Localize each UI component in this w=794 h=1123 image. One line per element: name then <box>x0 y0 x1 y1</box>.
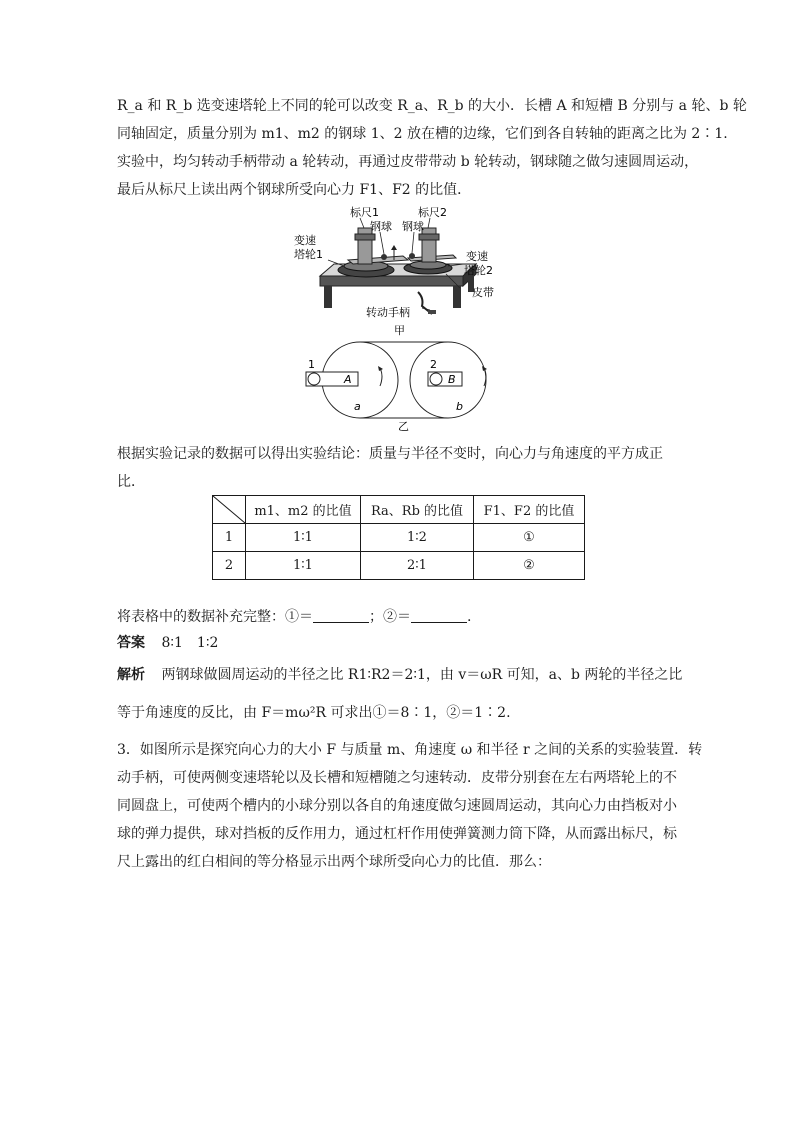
blank-1 <box>313 610 369 623</box>
fill-prompt-prefix: 将表格中的数据补充完整：①＝ <box>117 609 313 625</box>
diagonal-line <box>213 496 245 523</box>
slot-b-label: B <box>448 373 456 386</box>
row-id: 1 <box>213 524 246 552</box>
row-force: ② <box>474 552 585 580</box>
answer-label: 答案 <box>117 635 145 651</box>
tower2-label-a: 变速 <box>466 250 488 263</box>
intro-line-4: 最后从标尺上读出两个钢球所受向心力 F1、F2 的比值． <box>117 182 472 198</box>
conclusion-line-1: 根据实验记录的数据可以得出实验结论：质量与半径不变时，向心力与角速度的平方成正 <box>117 446 663 462</box>
slot-a-label: A <box>344 373 352 386</box>
row-mass: 1∶1 <box>246 552 361 580</box>
row-id: 2 <box>213 552 246 580</box>
figure-jia-caption: 甲 <box>394 324 405 337</box>
tower2-label-b: 塔轮2 <box>464 264 493 277</box>
ruler1-label: 标尺1 <box>350 206 379 219</box>
ruler2-label: 标尺2 <box>418 206 447 219</box>
intro-line-3: 实验中，均匀转动手柄带动 a 轮转动，再通过皮带带动 b 轮转动，钢球随之做匀速圆周运动， <box>117 154 699 170</box>
pulley-schematic <box>302 340 502 432</box>
tower1-label-a: 变速 <box>294 234 316 247</box>
table-header-row <box>213 496 585 524</box>
fill-prompt <box>117 607 471 627</box>
corner-cell <box>213 496 246 524</box>
q3-line-2: 动手柄，可使两侧变速塔轮以及长槽和短槽随之匀速转动．皮带分别套在左右两塔轮上的不 <box>117 770 677 786</box>
fill-prompt-suffix: . <box>467 609 472 625</box>
q3-line-3: 同圆盘上，可使两个槽内的小球分别以各自的角速度做匀速圆周运动，其向心力由挡板对小 <box>117 798 677 814</box>
row-radius: 1∶2 <box>361 524 474 552</box>
ball-number-1: 1 <box>308 358 315 371</box>
handle-label: 转动手柄 <box>366 306 410 319</box>
analysis-label: 解析 <box>117 667 145 683</box>
row-force: ① <box>474 524 585 552</box>
answer-value: 8∶1 1∶2 <box>161 635 219 651</box>
tower1-label-b: 塔轮1 <box>294 248 323 261</box>
q3-line-5: 尺上露出的红白相间的等分格显示出两个球所受向心力的比值．那么： <box>117 854 551 870</box>
table-row <box>213 552 585 580</box>
wheel-b-label: b <box>456 400 463 413</box>
intro-line-2: 同轴固定，质量分别为 m1、m2 的钢球 1、2 放在槽的边缘，它们到各自转轴的距离之比为 2∶1. <box>117 126 728 142</box>
table-row <box>213 524 585 552</box>
belt-label: 皮带 <box>472 286 494 299</box>
row-mass: 1∶1 <box>246 524 361 552</box>
intro-line-1: R_a 和 R_b 选变速塔轮上不同的轮可以改变 R_a、R_b 的大小．长槽 A 和短槽 B 分别与 a 轮、b 轮 <box>117 98 747 114</box>
analysis-line-2: 等于角速度的反比，由 F＝mω²R 可求出①＝8∶1，②＝1∶2. <box>117 705 511 721</box>
analysis-text-1: 两钢球做圆周运动的半径之比 R1∶R2＝2∶1，由 v＝ωR 可知，a、b 两轮的半径之比 <box>161 667 683 683</box>
ball-number-2: 2 <box>430 358 437 371</box>
ball2-label: 钢球 <box>402 220 424 233</box>
apparatus-figure <box>288 204 513 339</box>
q3-line-4: 球的弹力提供，球对挡板的反作用力，通过杠杆作用使弹簧测力筒下降，从而露出标尺，标 <box>117 826 677 842</box>
analysis-line-1 <box>117 665 682 685</box>
figure-yi-caption: 乙 <box>398 420 409 432</box>
ball1-label: 钢球 <box>370 220 392 233</box>
blank-2 <box>411 610 467 623</box>
data-table <box>212 495 585 580</box>
header-force-ratio: F1、F2 的比值 <box>474 496 585 524</box>
conclusion-line-2: 比． <box>117 474 145 490</box>
fill-prompt-mid: ；②＝ <box>369 609 411 625</box>
q3-line-1: 3．如图所示是探究向心力的大小 F 与质量 m、角速度 ω 和半径 r 之间的关系的实验装置．转 <box>117 742 703 758</box>
header-radius-ratio: Ra、Rb 的比值 <box>361 496 474 524</box>
wheel-a-label: a <box>354 400 361 413</box>
answer-line <box>117 633 218 653</box>
row-radius: 2∶1 <box>361 552 474 580</box>
header-mass-ratio: m1、m2 的比值 <box>246 496 361 524</box>
